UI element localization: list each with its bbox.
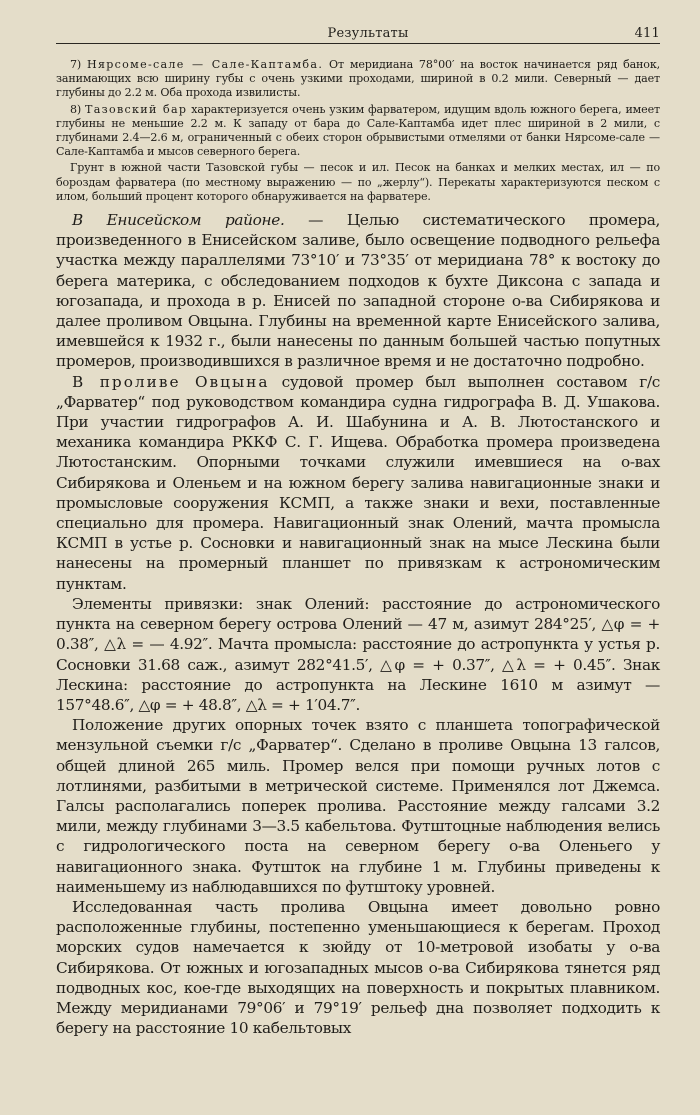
paragraph-item-8: [56, 103, 660, 160]
item-number: 7): [70, 58, 82, 71]
paragraph-yenisei: [56, 210, 660, 372]
paragraph-text: — Целью систематического промера, произведенного в Енисейском заливе, было освещение подводного рельефа участка между параллелями 73°10′ и 73°35′ от меридиана 78° к востоку до берега материка, с обследованием подходов к бухте Диксона с запада и югозапада, и прохода в р. Енисей по западной стороне о-ва Сибирякова и далее проливом Овцына. Глубины на временной карте Енисейского залива, имевшейся к 1932 г., были нанесены по данным большей частью попутных промеров, производившихся в различное время и не достаточно подробно.: [56, 211, 660, 371]
paragraph-reference-elements: Элементы привязки: знак Олений: расстояние до астрономического пункта на северном берегу острова Олений — 47 м, азимут 284°25′, △φ = + 0.38″, △λ = — 4.92″. Мачта промысла: расстояние до астропункта у устья р. Сосновки 31.68 саж., азимут 282°41.5′, △φ = + 0.37″, △λ = + 0.45″. Знак Лескина: расстояние до астропункта на Лескине 1610 м азимут — 157°48.6″, △φ = + 48.8″, △λ = + 1′04.7″.: [56, 594, 660, 714]
section-heading: В Енисейском районе.: [72, 211, 285, 230]
paragraph-item-7: [56, 58, 660, 101]
paragraph-soil: Грунт в южной части Тазовской губы — песок и ил. Песок на банках и мелких местах, ил — по бороздам фарватера (по местному выражению — по „жерлу“). Перекаты характеризуются песком с илом, больший процент которого обнаруживается на фарватере.: [56, 161, 660, 203]
paragraph-ovtsyn-strait: [56, 372, 660, 594]
item-name: Нярсоме-сале — Сале-Каптамба.: [86, 58, 324, 71]
paragraph-text: судовой промер был выполнен составом г/с „Фарватер“ под руководством командира судна гидрографа В. Д. Ушакова. При участии гидрографов А. И. Шабунина и А. В. Лютостанского и механика командира РККФ С. Г. Ищева. Обработка промера произведена Лютостанским. Опорными точками служили имевшиеся на о-вах Сибирякова и Оленьем и на южном берегу залива навигационные знаки и промысловые сооружения КСМП, а также знаки и вехи, поставленные специально для промера. Навигационный знак Олений, мачта промысла КСМП в устье р. Сосновки и навигационный знак на мысе Лескина были нанесены на промерный планшет по привязкам к астрономическим пунктам.: [56, 372, 660, 593]
item-text: От меридиана 78°00′ на восток начинается ряд банок, занимающих всю ширину губы с очень узкими проходами, шириной в 0.2 мили. Северный — дает глубины до 2.2 м. Оба прохода извилисты.: [56, 58, 660, 100]
running-title: Результаты: [327, 26, 409, 41]
main-text: [56, 210, 660, 1038]
page-number: 411: [634, 26, 660, 41]
item-name: Тазовский бар: [85, 102, 188, 116]
item-number: 8): [70, 102, 82, 116]
paragraph-reference-points: Положение других опорных точек взято с планшета топографической мензульной съемки г/с „Фарватер“. Сделано в проливе Овцына 13 галсов, общей длиной 265 миль. Промер велся при помощи ручных лотов с лотлинями, разбитыми в метрической системе. Применялся лот Джемса. Галсы располагались поперек пролива. Расстояние между галсами 3.2 мили, между глубинами 3—3.5 кабельтова. Футштоцные наблюдения велись с гидрологического поста на северном берегу о-ва Оленьего у навигационного знака. Футшток на глубине 1 м. Глубины приведены к наименьшему из наблюдавшихся по футштоку уровней.: [56, 716, 660, 896]
running-header: [56, 26, 660, 44]
paragraph-strait-relief: Исследованная часть пролива Овцына имеет довольно ровно расположенные глубины, постепенно уменьшающиеся к берегам. Проход морских судов намечается к зюйду от 10-метровой изобаты у о-ва Сибирякова. От южных и югозападных мысов о-ва Сибирякова тянется ряд подводных кос, кое-где выходящих на поверхность и покрытых плавником. Между меридианами 79°06′ и 79°19′ рельеф дна позволяет подходить к берегу на расстояние 10 кабельтовых: [56, 897, 660, 1038]
item-text: характеризуется очень узким фарватером, идущим вдоль южного берега, имеет глубины не меньшие 2.2 м. К западу от бара до Сале-Каптамба идет плес шириной в 2 мили, с глубинами 2.4—2.6 м, ограниченный с обеих сторон обрывистыми отмелями от банки Нярсоме-сале — Сале-Каптамба и мысов северного берега.: [56, 102, 660, 159]
spaced-lead: В проливе Овцына: [72, 372, 270, 391]
small-print-section: [56, 58, 660, 204]
